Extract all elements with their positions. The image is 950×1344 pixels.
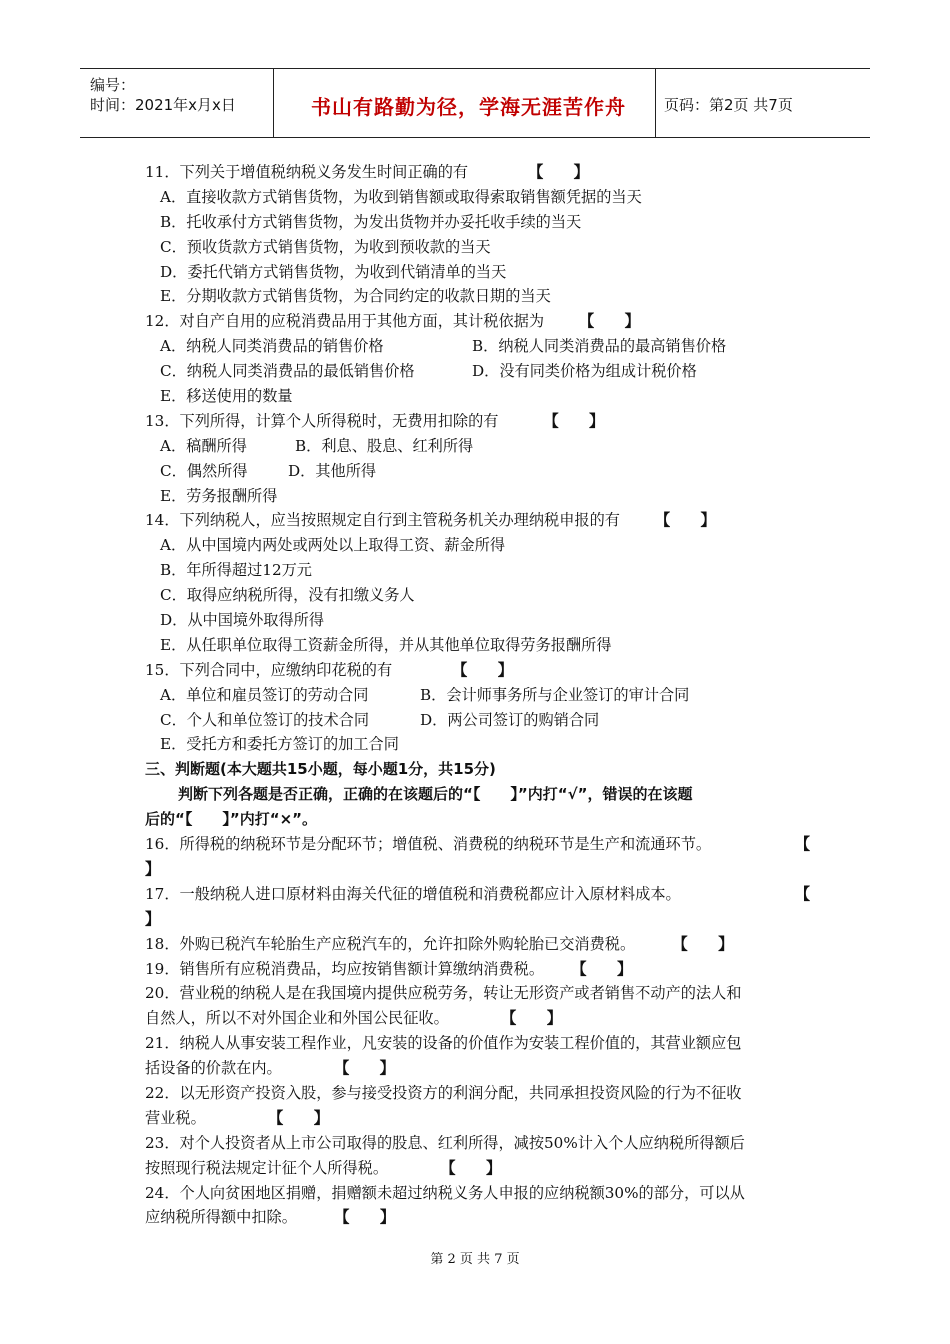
answer-bracket: 【 】 bbox=[508, 1009, 562, 1028]
option-text: D．委托代销方式销售货物，为收到代销清单的当天 bbox=[160, 262, 507, 281]
continuation-text: 】 bbox=[145, 909, 161, 928]
continuation-line bbox=[145, 1131, 810, 1156]
option-line bbox=[145, 384, 810, 409]
continuation-text: 24．个人向贫困地区捐赠，捐赠额未超过纳税义务人申报的应纳税额30%的部分，可以从 bbox=[145, 1183, 745, 1202]
option-line bbox=[145, 583, 810, 608]
instruction-text: 后的“【 】”内打“×”。 bbox=[145, 810, 318, 829]
continuation-line bbox=[145, 1031, 810, 1056]
option-text: C．取得应纳税所得，没有扣缴义务人 bbox=[160, 586, 415, 605]
question-line bbox=[145, 160, 810, 185]
answer-bracket: 【 】 bbox=[680, 934, 734, 953]
option-line bbox=[145, 210, 810, 235]
option-text: B．年所得超过12万元 bbox=[160, 561, 312, 580]
option-line bbox=[145, 334, 810, 359]
instruction-text: 判断下列各题是否正确，正确的在该题后的“【 】”内打“√”，错误的在该题 bbox=[178, 785, 693, 804]
option-line bbox=[145, 708, 810, 733]
option-line bbox=[145, 533, 810, 558]
question-text: 按照现行税法规定计征个人所得税。 bbox=[145, 1158, 388, 1177]
option-text: A．稿酬所得 bbox=[160, 436, 247, 455]
question-text: 18．外购已税汽车轮胎生产应税汽车的，允许扣除外购轮胎已交消费税。 bbox=[145, 934, 636, 953]
answer-bracket: 【 】 bbox=[654, 511, 716, 530]
question-line bbox=[145, 409, 810, 434]
option-line bbox=[145, 633, 810, 658]
continuation-line bbox=[145, 981, 810, 1006]
option-text: E．移送使用的数量 bbox=[160, 387, 293, 406]
option-text: E．从任职单位取得工资薪金所得，并从其他单位取得劳务报酬所得 bbox=[160, 635, 612, 654]
question-line bbox=[145, 932, 810, 957]
option-line bbox=[145, 732, 810, 757]
option-text: A．直接收款方式销售货物，为收到销售额或取得索取销售额凭据的当天 bbox=[160, 187, 642, 206]
continuation-line bbox=[145, 1181, 810, 1206]
answer-bracket: 【 】 bbox=[528, 163, 589, 181]
answer-bracket: 【 】 bbox=[275, 1108, 329, 1127]
option-text: C．纳税人同类消费品的最低销售价格 bbox=[160, 362, 415, 381]
section-heading bbox=[145, 757, 810, 782]
option-text: B．纳税人同类消费品的最高销售价格 bbox=[472, 337, 727, 356]
answer-bracket: 【 】 bbox=[452, 660, 513, 679]
continuation-text: 】 bbox=[145, 859, 161, 878]
option-line bbox=[145, 260, 810, 285]
question-line bbox=[145, 1106, 810, 1131]
question-text: 17．一般纳税人进口原材料由海关代征的增值税和消费税都应计入原材料成本。 bbox=[145, 884, 681, 903]
header-motto: 书山有路勤为径，学海无涯苦作舟 bbox=[311, 95, 626, 119]
option-text: E．劳务报酬所得 bbox=[160, 486, 278, 505]
exam-content bbox=[145, 160, 810, 1230]
answer-bracket: 【 bbox=[794, 884, 810, 903]
option-text: D．其他所得 bbox=[288, 461, 377, 480]
question-line bbox=[145, 1006, 810, 1031]
continuation-text: 21．纳税人从事安装工程作业，凡安装的设备的价值作为安装工程价值的，其营业额应包 bbox=[145, 1034, 742, 1053]
header-divider bbox=[273, 69, 274, 137]
question-text: 14．下列纳税人，应当按照规定自行到主管税务机关办理纳税申报的有 bbox=[145, 511, 620, 530]
option-text: A．从中国境内两处或两处以上取得工资、薪金所得 bbox=[160, 536, 506, 555]
section-heading-text: 三、判断题(本大题共15小题，每小题1分，共15分) bbox=[145, 760, 496, 779]
page-header bbox=[80, 68, 870, 138]
option-text: B．利息、股息、红利所得 bbox=[295, 436, 474, 455]
header-info bbox=[90, 75, 236, 115]
option-line bbox=[145, 185, 810, 210]
header-divider bbox=[655, 69, 656, 137]
question-text: 括设备的价款在内。 bbox=[145, 1059, 282, 1078]
question-text: 自然人，所以不对外国企业和外国公民征收。 bbox=[145, 1009, 449, 1028]
question-line bbox=[145, 309, 810, 334]
header-page-label: 页码：第2页 共7页 bbox=[664, 96, 793, 114]
question-line bbox=[145, 1205, 810, 1230]
option-text: C．偶然所得 bbox=[160, 461, 248, 480]
answer-bracket: 【 】 bbox=[579, 959, 633, 978]
answer-bracket: 【 】 bbox=[543, 411, 605, 430]
answer-bracket: 【 】 bbox=[448, 1158, 502, 1177]
question-line bbox=[145, 832, 810, 857]
option-line bbox=[145, 434, 810, 459]
continuation-text: 20．营业税的纳税人是在我国境内提供应税劳务，转让无形资产或者销售不动产的法人和 bbox=[145, 984, 742, 1003]
option-text: D．两公司签订的购销合同 bbox=[420, 710, 600, 729]
question-line bbox=[145, 1156, 810, 1181]
question-text: 15．下列合同中，应缴纳印花税的有 bbox=[145, 660, 393, 679]
option-line bbox=[145, 558, 810, 583]
question-line bbox=[145, 957, 810, 982]
option-line bbox=[145, 359, 810, 384]
option-text: D．从中国境外取得所得 bbox=[160, 611, 325, 630]
question-text: 16．所得税的纳税环节是分配环节；增值税、消费税的纳税环节是生产和流通环节。 bbox=[145, 835, 712, 854]
date-label: 时间：2021年x月x日 bbox=[90, 96, 236, 114]
question-text: 11．下列关于增值税纳税义务发生时间正确的有 bbox=[145, 163, 469, 181]
question-text: 营业税。 bbox=[145, 1108, 206, 1127]
option-text: A．纳税人同类消费品的销售价格 bbox=[160, 337, 384, 356]
option-text: B．托收承付方式销售货物，为发出货物并办妥托收手续的当天 bbox=[160, 212, 582, 231]
page-footer: 第 2 页 共 7 页 bbox=[430, 1252, 520, 1267]
question-text: 应纳税所得额中扣除。 bbox=[145, 1208, 297, 1227]
continuation-line bbox=[145, 857, 810, 882]
question-text: 13．下列所得，计算个人所得税时，无费用扣除的有 bbox=[145, 411, 499, 430]
option-text: D．没有同类价格为组成计税价格 bbox=[472, 362, 697, 381]
question-line bbox=[145, 508, 810, 533]
answer-bracket: 【 bbox=[794, 835, 810, 854]
continuation-text: 22．以无形资产投资入股，参与接受投资方的利润分配，共同承担投资风险的行为不征收 bbox=[145, 1083, 742, 1102]
question-text: 19．销售所有应税消费品，均应按销售额计算缴纳消费税。 bbox=[145, 959, 545, 978]
instruction-line bbox=[145, 782, 810, 807]
instruction-line bbox=[145, 807, 810, 832]
question-line bbox=[145, 658, 810, 683]
option-line bbox=[145, 284, 810, 309]
option-line bbox=[145, 608, 810, 633]
question-line bbox=[145, 882, 810, 907]
option-text: E．分期收款方式销售货物，为合同约定的收款日期的当天 bbox=[160, 287, 551, 306]
option-line bbox=[145, 683, 810, 708]
option-text: E．受托方和委托方签订的加工合同 bbox=[160, 735, 399, 754]
document-number-label: 编号： bbox=[90, 76, 136, 94]
question-line bbox=[145, 1056, 810, 1081]
continuation-text: 23．对个人投资者从上市公司取得的股息、红利所得，减按50%计入个人应纳税所得额后 bbox=[145, 1133, 745, 1152]
option-text: C．预收货款方式销售货物，为收到预收款的当天 bbox=[160, 237, 491, 256]
answer-bracket: 【 】 bbox=[341, 1059, 395, 1078]
option-text: C．个人和单位签订的技术合同 bbox=[160, 710, 370, 729]
answer-bracket: 【 】 bbox=[341, 1208, 396, 1227]
option-line bbox=[145, 459, 810, 484]
option-text: A．单位和雇员签订的劳动合同 bbox=[160, 685, 369, 704]
question-text: 12．对自产自用的应税消费品用于其他方面，其计税依据为 bbox=[145, 312, 545, 331]
continuation-line bbox=[145, 1081, 810, 1106]
option-text: B．会计师事务所与企业签订的审计合同 bbox=[420, 685, 690, 704]
option-line bbox=[145, 484, 810, 509]
answer-bracket: 【 】 bbox=[579, 312, 640, 331]
continuation-line bbox=[145, 907, 810, 932]
option-line bbox=[145, 235, 810, 260]
